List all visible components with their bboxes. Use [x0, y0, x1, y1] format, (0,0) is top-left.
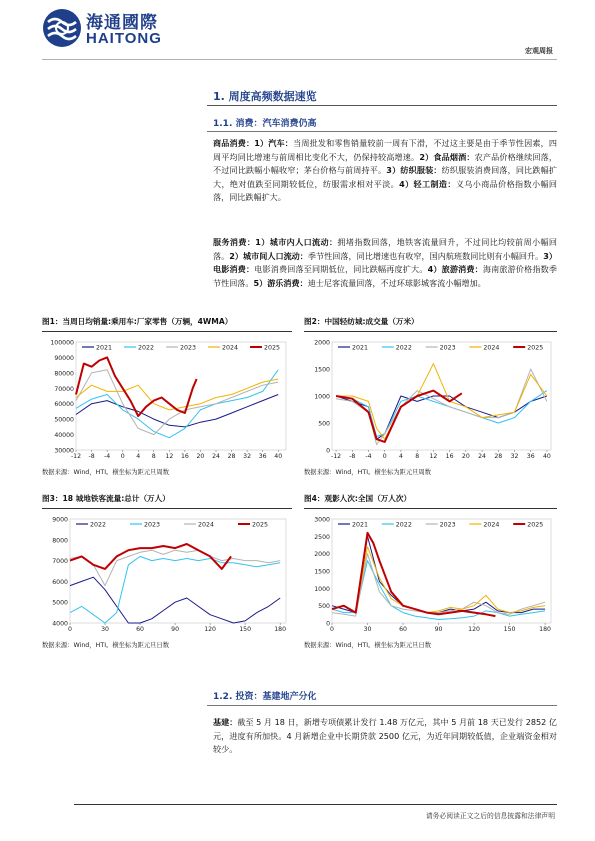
paragraph-text: 迪士尼客流量回落，不过环球影城客流小幅增加。 [307, 277, 486, 288]
x-tick-label: 90 [171, 626, 180, 633]
series-line-2023 [76, 370, 278, 435]
x-tick-label: 24 [212, 453, 220, 460]
x-tick-label: 24 [478, 453, 486, 460]
x-tick-label: -8 [88, 453, 95, 460]
x-tick-label: 36 [258, 453, 267, 460]
legend-label-2024: 2024 [198, 521, 215, 529]
subsection-title-consumption: 1.1. 消费：汽车消费仍高 [213, 119, 317, 129]
figure-caption-1: 图1：当周日均销量:乘用车:厂家零售（万辆，4WMA） [42, 317, 233, 326]
figure-caption-rule [42, 508, 292, 509]
x-tick-label: 16 [180, 453, 189, 460]
y-tick-label: 2000 [314, 339, 330, 347]
section-title-rule [207, 105, 557, 106]
chart-subway-passenger-flow [42, 511, 292, 637]
x-tick-label: 60 [136, 626, 144, 633]
x-tick-label: 20 [196, 453, 205, 460]
chart-svg [304, 511, 557, 637]
bold-lead-in: 5）游乐消费： [253, 277, 308, 288]
legend-label-2024: 2024 [483, 344, 500, 352]
bold-lead-in: 商品消费：1）汽车： [213, 138, 294, 148]
x-tick-label: 0 [68, 626, 72, 633]
paragraph-text: 农产品价格继续回落，不过同比跌幅小幅收窄；茅台价格与前周持平。 [213, 151, 557, 176]
series-line-2025 [70, 544, 231, 569]
bold-lead-in: 3）电影消费： [213, 250, 557, 275]
x-tick-label: 0 [382, 453, 387, 460]
x-tick-label: 12 [165, 453, 174, 460]
y-tick-label: 1500 [314, 366, 330, 374]
x-tick-label: 40 [274, 453, 283, 460]
bold-lead-in: 服务消费：1）城市内人口流动： [213, 237, 338, 247]
x-tick-label: 120 [468, 626, 480, 633]
x-tick-label: 180 [274, 626, 287, 633]
legend-label-2023: 2023 [439, 344, 456, 352]
series-line-2022 [336, 391, 547, 437]
x-tick-label: 12 [429, 453, 438, 460]
legend-label-2021: 2021 [96, 344, 113, 352]
x-tick-label: 40 [543, 453, 551, 460]
x-tick-label: 32 [510, 453, 519, 460]
x-tick-label: 30 [101, 626, 109, 633]
paragraph-text: 纺织服装消费回落，同比跌幅扩大，绝对值跌至同期较低位，纺服需求相对平淡。 [213, 165, 557, 189]
paragraph-text: 海南旅游价格指数季节性回落。 [213, 264, 557, 288]
subsection-title-investment: 1.2. 投资：基建地产分化 [213, 692, 317, 702]
legend-label-2025: 2025 [527, 521, 544, 529]
y-tick-label: 4000 [52, 620, 68, 628]
y-tick-label: 6000 [52, 578, 68, 586]
x-tick-label: 0 [330, 626, 334, 633]
y-tick-label: 100000 [50, 339, 74, 347]
x-tick-label: 0 [120, 453, 125, 460]
y-tick-label: 1500 [314, 568, 330, 576]
footer-disclaimer: 请务必阅读正文之后的信息披露和法律声明 [425, 812, 555, 820]
bold-lead-in: 4）轻工制造： [399, 178, 456, 189]
paragraph-text: 义乌小商品价格指数小幅回落，同比跌幅扩大。 [213, 178, 557, 203]
figure-caption-4: 图4：观影人次:全国（万人次） [304, 494, 412, 503]
legend-label-2024: 2024 [483, 521, 500, 529]
bold-lead-in: 基建： [213, 717, 238, 727]
y-tick-label: 90000 [54, 354, 74, 362]
subsection-rule [207, 705, 557, 706]
series-line-2025 [76, 357, 197, 416]
paragraph-service-consumption [213, 236, 557, 290]
section-title: 1. 周度高频数据速览 [213, 90, 317, 103]
series-line-2024 [336, 364, 547, 440]
paragraph-text: 季节性回落，同比增速也有收窄，国内航班数同比则有小幅回升。 [307, 250, 544, 261]
y-tick-label: 1000 [314, 585, 330, 593]
x-tick-label: 150 [239, 626, 252, 633]
footer-divider [74, 804, 557, 805]
legend-label-2022: 2022 [395, 521, 412, 529]
x-tick-label: 4 [136, 453, 141, 460]
y-tick-label: 60000 [54, 401, 74, 409]
chart-movie-attendance [304, 511, 557, 637]
paragraph-text: 截至 5 月 18 日，新增专项债累计发行 1.48 万亿元，其中 5 月前 18 天已发行 2852 亿元，进度有所加快。4 月新增企业中长期贷款 2500 亿元，为近年同期较低值，企业端资金相对较少。 [213, 717, 557, 755]
chart-passenger-car-sales [42, 334, 292, 464]
series-line-2022 [76, 370, 278, 438]
y-tick-label: 2500 [314, 533, 330, 541]
brand-name-en: HAITONG [86, 30, 162, 47]
x-tick-label: -4 [365, 453, 372, 460]
x-tick-label: 150 [503, 626, 516, 633]
y-tick-label: 0 [326, 620, 330, 628]
bold-lead-in: 2）城市间人口流动： [229, 250, 308, 261]
paragraph-text: 电影消费回落至同期低位，同比跌幅再度扩大。 [254, 264, 428, 275]
x-tick-label: -4 [104, 453, 111, 460]
y-tick-label: 50000 [54, 416, 74, 424]
y-tick-label: 40000 [54, 432, 74, 440]
chart-textile-city-volume [304, 334, 557, 464]
y-tick-label: 9000 [52, 516, 68, 524]
legend-label-2022: 2022 [395, 344, 412, 352]
y-tick-label: 500 [318, 603, 330, 611]
brand-name-cn: 海通國際 [86, 13, 158, 33]
paragraph-goods-consumption [213, 137, 557, 205]
bold-lead-in: 3）纺织服装： [386, 165, 442, 176]
figure-source-3: 数据来源：Wind，HTI。横坐标为距元旦日数 [42, 642, 170, 649]
figure-caption-2: 图2：中国轻纺城:成交量（万米） [304, 317, 419, 326]
bold-lead-in: 2）食品烟酒： [419, 151, 475, 162]
y-tick-label: 7000 [52, 558, 68, 566]
x-tick-label: 120 [204, 626, 217, 633]
y-tick-label: 0 [326, 447, 330, 455]
x-tick-label: 4 [398, 453, 403, 460]
chart-svg [42, 334, 292, 464]
x-tick-label: 20 [461, 453, 470, 460]
y-tick-label: 500 [318, 420, 330, 428]
bold-lead-in: 4）旅游消费： [427, 264, 483, 275]
series-line-2025 [336, 391, 462, 442]
figure-caption-rule [42, 331, 292, 332]
x-tick-label: 180 [539, 626, 551, 633]
figure-caption-3: 图3：18 城地铁客流量:总计（万人） [42, 494, 170, 503]
x-tick-label: -12 [70, 453, 82, 460]
haitong-logo-icon [42, 8, 82, 48]
y-tick-label: 1000 [314, 393, 330, 401]
x-tick-label: 8 [151, 453, 156, 460]
subsection-rule [207, 131, 557, 132]
y-tick-label: 3000 [314, 516, 330, 524]
y-tick-label: 30000 [54, 447, 74, 455]
y-tick-label: 8000 [52, 537, 68, 545]
plot-area [70, 519, 286, 623]
legend-label-2024: 2024 [222, 344, 239, 352]
paragraph-text: 拥堵指数回落，地铁客流量回升，不过同比均较前周小幅回落。 [213, 237, 557, 261]
x-tick-label: 90 [434, 626, 443, 633]
y-tick-label: 70000 [54, 385, 74, 393]
report-type-label: 宏观周报 [525, 47, 553, 55]
x-tick-label: 8 [415, 453, 420, 460]
chart-svg [42, 511, 292, 637]
y-tick-label: 80000 [54, 370, 74, 378]
figure-caption-rule [304, 508, 557, 509]
legend-label-2022: 2022 [138, 344, 155, 352]
x-tick-label: 60 [399, 626, 407, 633]
figure-source-4: 数据来源：Wind，HTI。横坐标为距元旦日数 [304, 642, 432, 649]
legend-label-2021: 2021 [352, 344, 369, 352]
legend-label-2023: 2023 [439, 521, 456, 529]
x-tick-label: 28 [227, 453, 236, 460]
figure-source-2: 数据来源：Wind，HTI。横坐标为距元旦周数 [304, 469, 432, 476]
paragraph-infrastructure [213, 716, 557, 757]
header-divider [42, 59, 557, 60]
legend-label-2021: 2021 [352, 521, 369, 529]
x-tick-label: 30 [363, 626, 372, 633]
series-line-2023 [70, 556, 280, 623]
figure-caption-rule [304, 331, 557, 332]
paragraph-text: 当周批发和零售销量较前一周有下滑，不过这主要是由于季节性因素，四周平均同比增速与前周相比变化不大，仍保持较高增速。 [213, 138, 557, 162]
y-tick-label: 2000 [314, 551, 330, 559]
legend-label-2025: 2025 [527, 344, 544, 352]
chart-svg [304, 334, 557, 464]
x-tick-label: -12 [331, 453, 342, 460]
x-tick-label: 32 [243, 453, 252, 460]
legend-label-2025: 2025 [264, 344, 281, 352]
x-tick-label: 36 [526, 453, 535, 460]
figure-source-1: 数据来源：Wind，HTI。横坐标为距元旦周数 [42, 469, 170, 476]
legend-label-2023: 2023 [180, 344, 197, 352]
y-tick-label: 5000 [52, 599, 68, 607]
legend-label-2022: 2022 [90, 521, 107, 529]
x-tick-label: 28 [494, 453, 503, 460]
x-tick-label: 16 [445, 453, 454, 460]
series-line-2022 [70, 577, 280, 623]
legend-label-2025: 2025 [252, 521, 269, 529]
x-tick-label: -8 [349, 453, 356, 460]
legend-label-2023: 2023 [144, 521, 161, 529]
